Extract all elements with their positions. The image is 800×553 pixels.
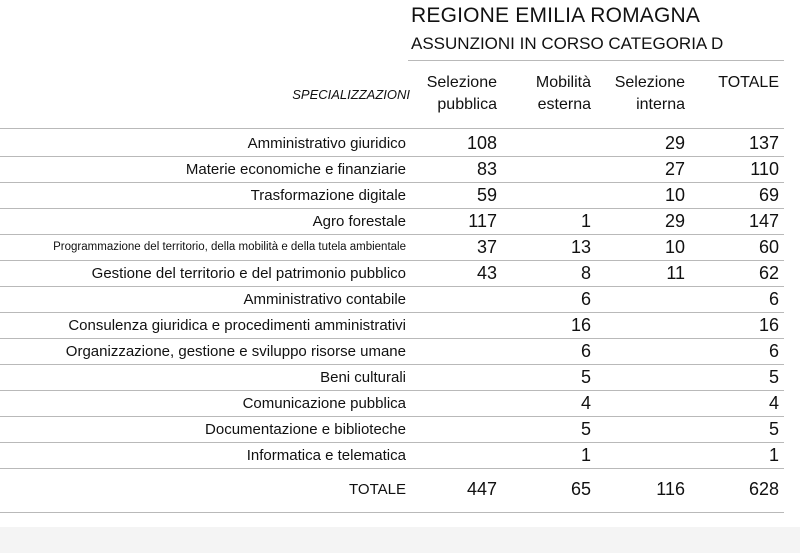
cell-mobilita-esterna: 5 [580,367,591,387]
table-bottom-divider [0,512,784,513]
table-row [0,416,784,442]
cell-totale: 137 [748,133,779,153]
row-label: Beni culturali [320,369,406,386]
row-label: Informatica e telematica [246,447,406,464]
row-header-label: SPECIALIZZAZIONI [292,87,410,102]
cell-selezione-pubblica: 59 [476,185,497,205]
table-row [0,130,784,156]
cell-mobilita-esterna: 4 [580,393,591,413]
col-head-selezione-pubblica: Selezione pubblica [426,74,497,113]
cell-selezione-pubblica: 117 [468,211,497,231]
cell-mobilita-esterna: 8 [580,263,591,283]
cell-totale: 147 [748,211,779,231]
col-head-totale: TOTALE [718,74,779,91]
total-mobilita-esterna: 65 [570,479,591,499]
cell-totale: 5 [768,367,779,387]
footer-band [0,527,800,553]
total-selezione-pubblica: 447 [466,479,497,499]
table-row [0,234,784,260]
row-label: Comunicazione pubblica [242,395,406,412]
cell-mobilita-esterna: 16 [570,315,591,335]
table-row [0,156,784,182]
row-label: Materie economiche e finanziarie [185,161,406,178]
table-row [0,390,784,416]
total-selezione-interna: 116 [656,479,685,499]
row-label: Documentazione e biblioteche [205,421,406,438]
row-label: Gestione del territorio e del patrimonio pubblico [91,265,406,282]
cell-selezione-interna: 10 [664,185,685,205]
row-label: Organizzazione, gestione e sviluppo risorse umane [65,343,406,360]
cell-totale: 5 [768,419,779,439]
table-row [0,312,784,338]
table-row [0,364,784,390]
row-label: Amministrativo giuridico [247,135,406,152]
table-row [0,338,784,364]
row-label: Consulenza giuridica e procedimenti amministrativi [68,317,406,334]
cell-selezione-interna: 29 [664,211,685,231]
header-bottom-divider [0,128,784,129]
cell-selezione-pubblica: 43 [476,263,497,283]
cell-totale: 6 [768,341,779,361]
col-head-mobilita-esterna: Mobilità esterna [535,74,591,113]
total-label: TOTALE [349,481,406,498]
cell-selezione-pubblica: 37 [476,237,497,257]
cell-selezione-pubblica: 108 [466,133,497,153]
cell-selezione-interna: 27 [664,159,685,179]
table-row [0,286,784,312]
row-label: Trasformazione digitale [250,187,406,204]
table-row [0,182,784,208]
page-title: REGIONE EMILIA ROMAGNA [411,4,701,27]
row-divider [0,468,784,469]
table-row [0,208,784,234]
cell-mobilita-esterna: 1 [580,211,591,231]
cell-mobilita-esterna: 5 [580,419,591,439]
table-row [0,442,784,468]
cell-selezione-interna: 10 [664,237,685,257]
cell-totale: 1 [768,445,779,465]
cell-mobilita-esterna: 6 [580,341,591,361]
row-label: Agro forestale [312,213,406,230]
cell-mobilita-esterna: 1 [580,445,591,465]
cell-mobilita-esterna: 6 [580,289,591,309]
row-label: Programmazione del territorio, della mobilità e della tutela ambientale [53,241,406,253]
cell-totale: 60 [758,237,779,257]
cell-mobilita-esterna: 13 [570,237,591,257]
cell-totale: 6 [768,289,779,309]
page-subtitle: ASSUNZIONI IN CORSO CATEGORIA D [411,34,724,53]
total-row [0,474,784,506]
cell-totale: 62 [758,263,779,283]
row-label: Amministrativo contabile [243,291,406,308]
cell-totale: 4 [768,393,779,413]
cell-selezione-pubblica: 83 [476,159,497,179]
cell-totale: 69 [758,185,779,205]
header-top-divider [408,60,784,61]
cell-selezione-interna: 11 [666,263,685,283]
table-row [0,260,784,286]
total-totale: 628 [748,479,779,499]
cell-selezione-interna: 29 [664,133,685,153]
cell-totale: 110 [750,159,779,179]
col-head-selezione-interna: Selezione interna [614,74,685,113]
cell-totale: 16 [758,315,779,335]
